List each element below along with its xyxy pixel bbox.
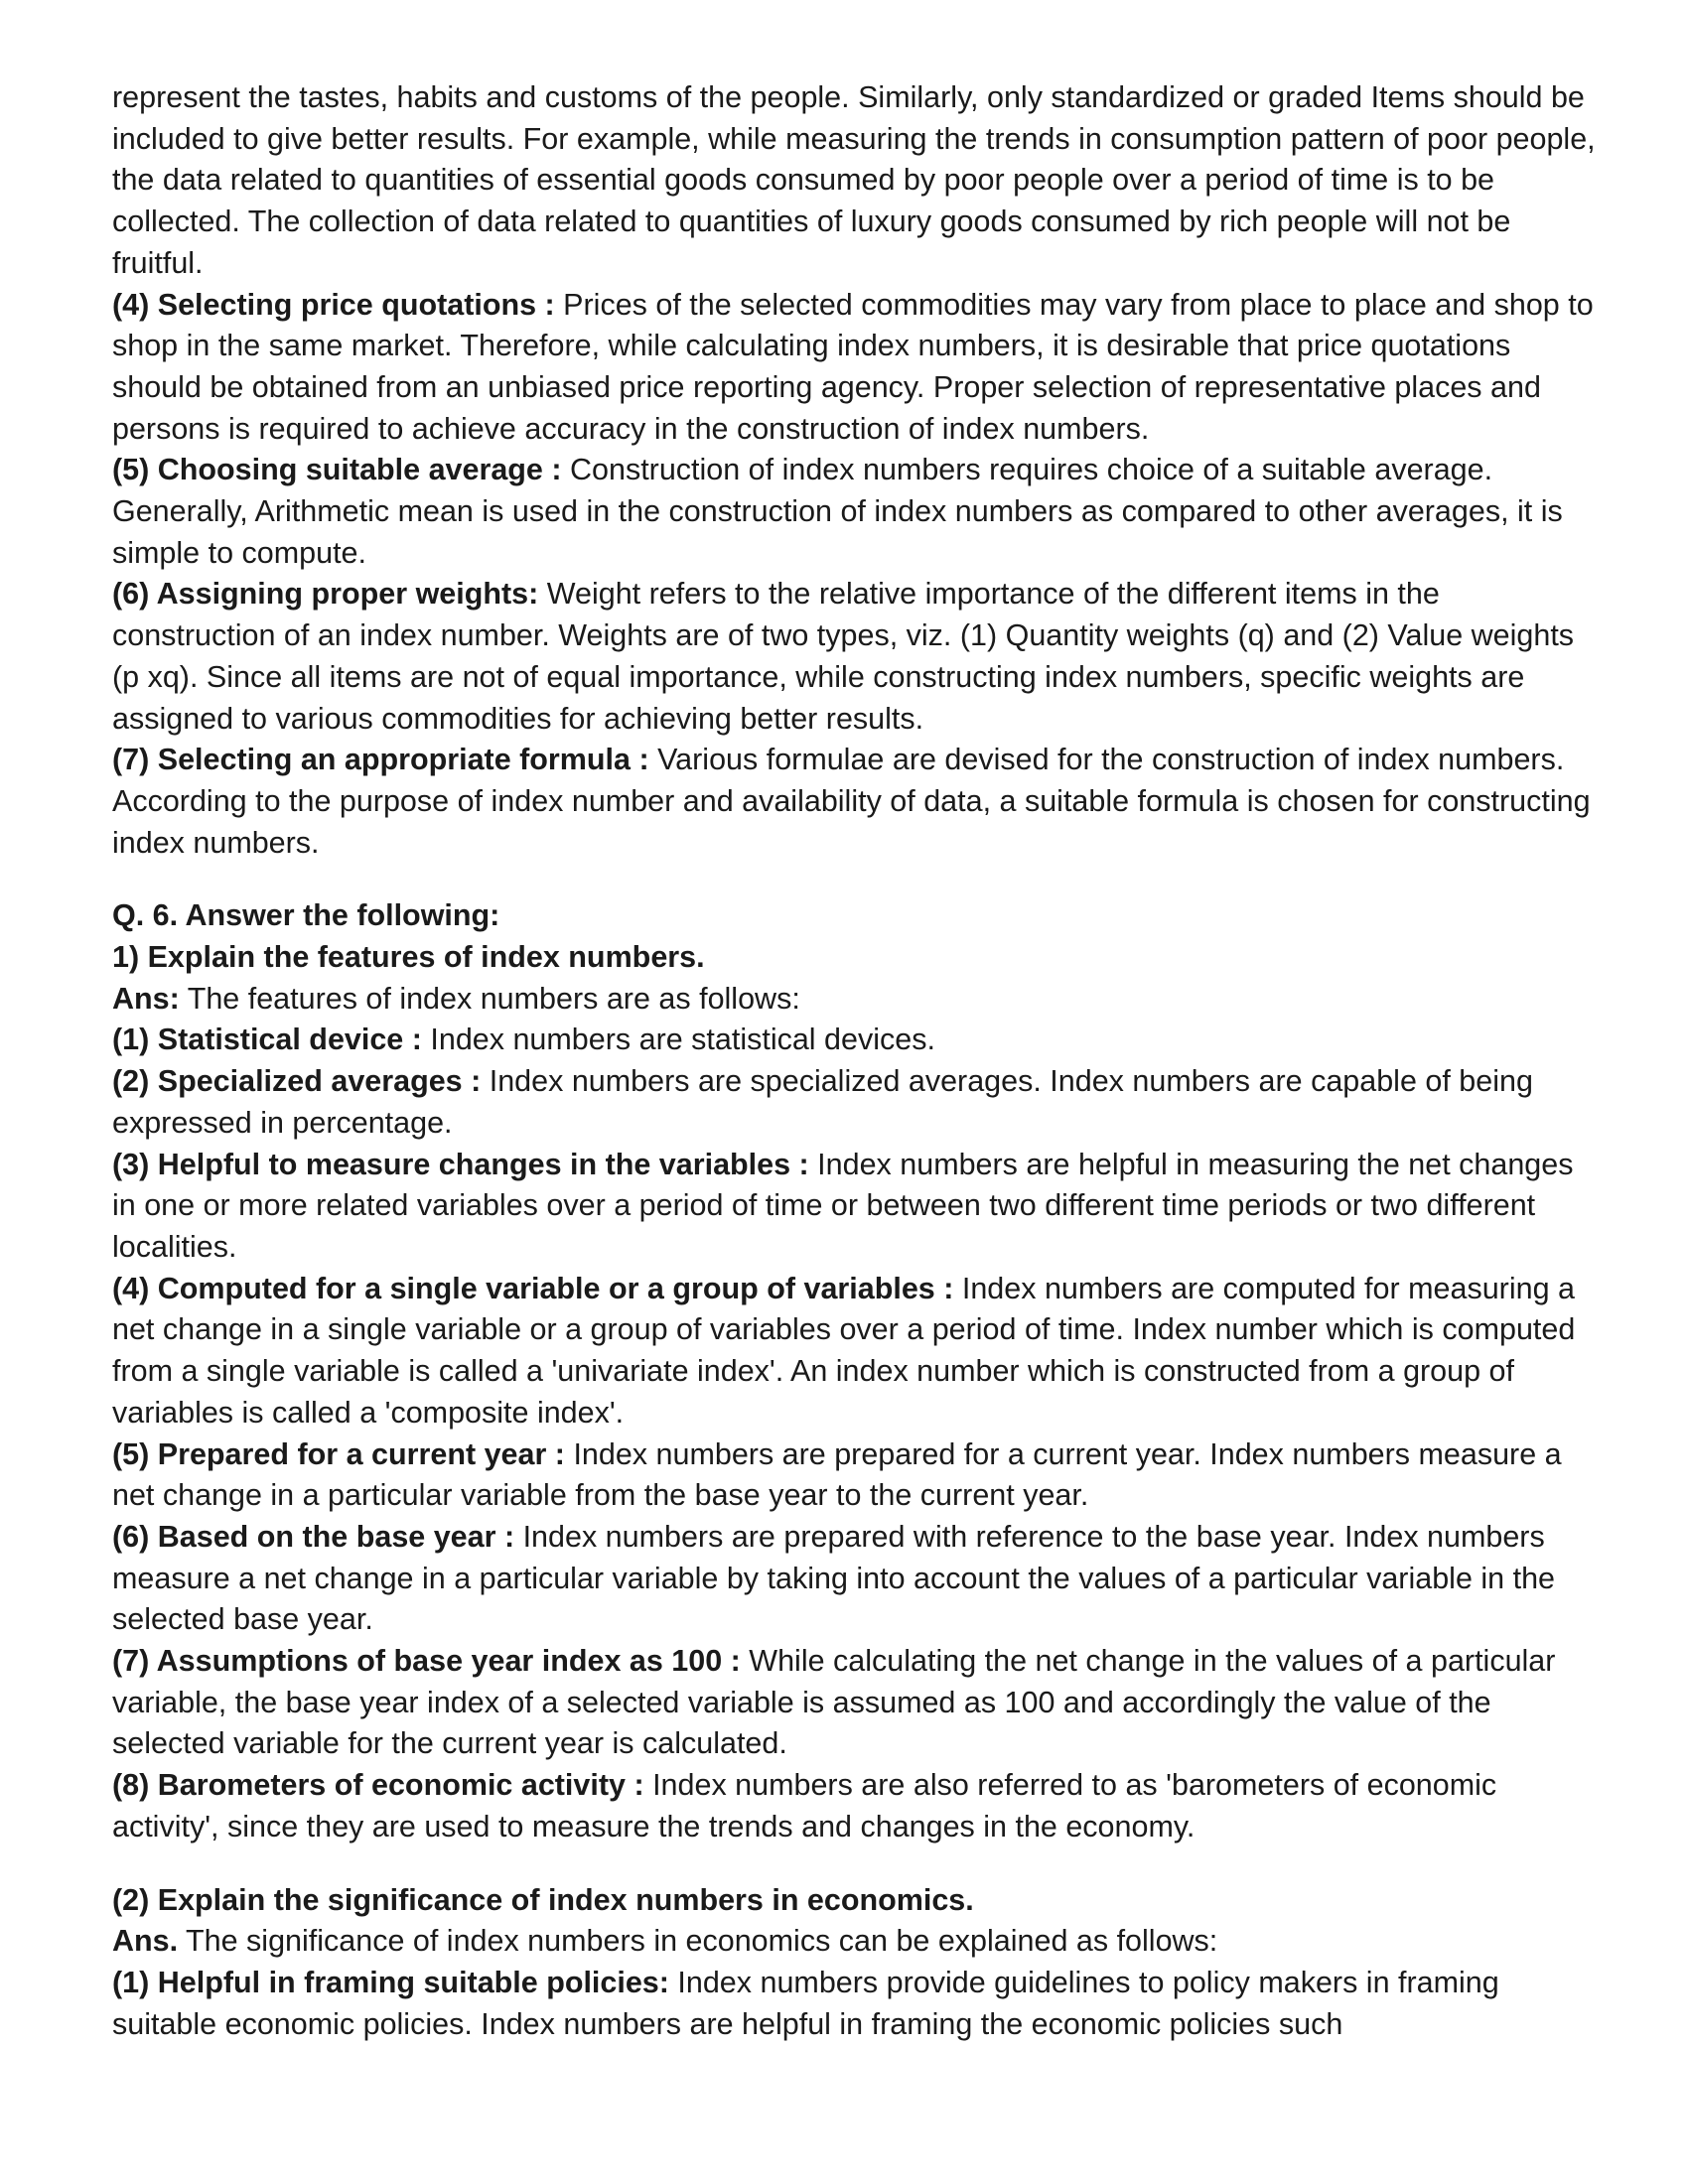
q6-part1-answer-intro (112, 979, 1602, 1021)
section-spacer (112, 864, 1602, 895)
document-page (112, 77, 1602, 2045)
q6-part2-question: (2) Explain the significance of index numbers in economics. (112, 1882, 974, 1917)
feature-specialized-averages (112, 1061, 1602, 1144)
q6-part2-answer-intro (112, 1921, 1602, 1963)
q6-part1-question: 1) Explain the features of index numbers. (112, 940, 705, 975)
significance-text: Index numbers provide guidelines to policy makers in framing suitable economic policies. Index numbers are helpful in framing the economic policies such (112, 1965, 1499, 2041)
ans-text: The significance of index numbers in economics can be explained as follows: (178, 1924, 1218, 1959)
feature-single-or-group (112, 1269, 1602, 1434)
feature-term: (8) Barometers of economic activity : (112, 1768, 644, 1803)
feature-text: Index numbers are computed for measuring a net change in a single variable or a group of variables over a period of time. Index number which is computed from a single variable is called a 'univariate index'. An index number which is constructed from a group of variables is called a 'composite index'. (112, 1271, 1576, 1430)
feature-base-year-100 (112, 1641, 1602, 1765)
ans-label: Ans. (112, 1924, 179, 1959)
feature-term: (7) Assumptions of base year index as 100 : (112, 1644, 741, 1679)
intro-paragraph: represent the tastes, habits and customs of the people. Similarly, only standardized or graded Items should be included to give better results. For example, while measuring the trends in consumption pattern of poor people, the data related to quantities of essential goods consumed by poor people over a period of time is to be collected. The collection of data related to quantities of luxury goods consumed by rich people will not be fruitful. (112, 80, 1596, 280)
step-selecting-formula (112, 740, 1602, 864)
feature-text: Index numbers are specialized averages. Index numbers are capable of being expressed in percentage. (112, 1064, 1533, 1140)
feature-text: Index numbers are also referred to as 'barometers of economic activity', since they are used to measure the trends and changes in the economy. (112, 1768, 1497, 1843)
feature-text: Index numbers are helpful in measuring the net changes in one or more related variables over a period of time or between two different time periods or two different localities. (112, 1147, 1574, 1264)
q6-title: Q. 6. Answer the following: (112, 898, 500, 933)
feature-measure-changes (112, 1145, 1602, 1269)
step-term: (5) Choosing suitable average : (112, 453, 562, 487)
feature-current-year (112, 1434, 1602, 1517)
feature-statistical-device (112, 1020, 1602, 1061)
feature-text: Index numbers are prepared for a current year. Index numbers measure a net change in a particular variable from the base year to the current year. (112, 1436, 1562, 1513)
step-text: Various formulae are devised for the construction of index numbers. According to the purpose of index number and availability of data, a suitable formula is chosen for constructing index numbers. (112, 743, 1591, 860)
step-term: (6) Assigning proper weights: (112, 577, 539, 612)
significance-framing-policies (112, 1963, 1602, 2045)
step-selecting-price-quotations (112, 285, 1602, 451)
feature-text: Index numbers are statistical devices. (421, 1023, 935, 1057)
feature-term: (6) Based on the base year : (112, 1519, 515, 1554)
feature-term: (4) Computed for a single variable or a group of variables : (112, 1271, 954, 1305)
step-text: Construction of index numbers requires choice of a suitable average. Generally, Arithmetic mean is used in the construction of index numbers as compared to other averages, it is simple to compute. (112, 453, 1563, 570)
section-spacer (112, 1848, 1602, 1880)
step-text: Weight refers to the relative importance of the different items in the construction of an index number. Weights are of two types, viz. (1) Quantity weights (q) and (2) Value weights (p xq). Since all items are not of equal importance, while constructing index numbers, specific weights are assigned to various commodities for achieving better results. (112, 577, 1575, 736)
feature-term: (1) Statistical device : (112, 1023, 422, 1057)
significance-term: (1) Helpful in framing suitable policies: (112, 1965, 669, 1999)
ans-label: Ans: (112, 981, 180, 1016)
feature-text: Index numbers are prepared with reference to the base year. Index numbers measure a net change in a particular variable by taking into account the values of a particular variable in the selected base year. (112, 1519, 1555, 1637)
feature-barometers (112, 1765, 1602, 1847)
feature-text: While calculating the net change in the values of a particular variable, the base year index of a selected variable is assumed as 100 and accordingly the value of the selected variable for the current year is calculated. (112, 1644, 1556, 1761)
feature-term: (5) Prepared for a current year : (112, 1436, 565, 1471)
feature-term: (2) Specialized averages : (112, 1064, 482, 1099)
feature-term: (3) Helpful to measure changes in the variables : (112, 1147, 809, 1181)
step-assigning-proper-weights (112, 574, 1602, 740)
ans-text: The features of index numbers are as follows: (179, 981, 800, 1016)
step-term: (7) Selecting an appropriate formula : (112, 743, 649, 777)
step-text: Prices of the selected commodities may vary from place to place and shop to shop in the same market. Therefore, while calculating index numbers, it is desirable that price quotations should be obtained from an unbiased price reporting agency. Proper selection of representative places and persons is required to achieve accuracy in the construction of index numbers. (112, 287, 1594, 446)
feature-base-year (112, 1517, 1602, 1641)
step-term: (4) Selecting price quotations : (112, 287, 555, 322)
step-choosing-suitable-average (112, 450, 1602, 574)
